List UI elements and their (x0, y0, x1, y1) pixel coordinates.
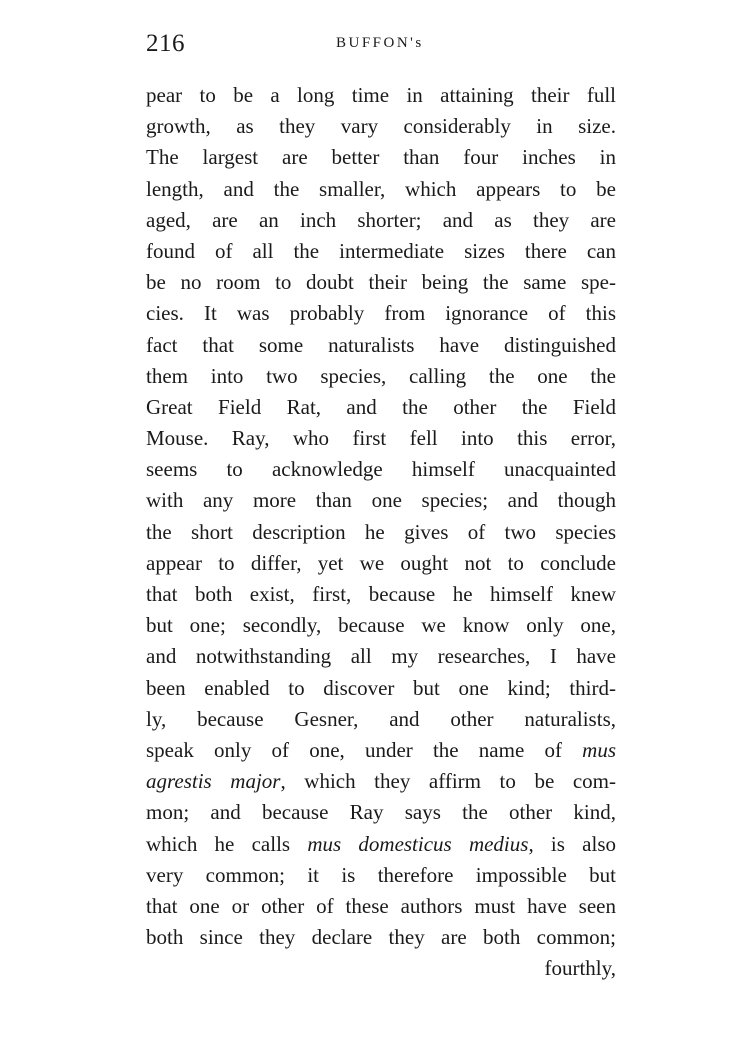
line-text: which he calls (146, 831, 308, 856)
text-line (146, 673, 616, 704)
line-text: found of all the intermediate sizes there can (146, 238, 616, 263)
line-text: very common; it is therefore impossible but (146, 862, 616, 887)
text-line (146, 423, 616, 454)
line-text: Mouse. Ray, who first fell into this error, (146, 426, 616, 451)
line-text: growth, as they vary considerably in size. (146, 114, 616, 139)
text-line (146, 205, 616, 236)
text-line (146, 829, 616, 860)
line-text: with any more than one species; and though (146, 488, 616, 513)
line-text: Great Field Rat, and the other the Field (146, 394, 616, 419)
text-line (146, 111, 616, 142)
line-text: both since they declare they are both common; (146, 925, 616, 950)
line-text: aged, are an inch shorter; and as they are (146, 207, 616, 232)
line-text: length, and the smaller, which appears to be (146, 176, 616, 201)
line-text: mon; and because Ray says the other kind, (146, 800, 616, 825)
text-line (146, 610, 616, 641)
text-line (146, 922, 616, 953)
line-text: been enabled to discover but one kind; third- (146, 675, 616, 700)
text-line (146, 174, 616, 205)
text-line (146, 485, 616, 516)
text-line (146, 766, 616, 797)
text-line (146, 517, 616, 548)
line-text: pear to be a long time in attaining their full (146, 83, 616, 107)
line-text: speak only of one, under the name of (146, 737, 583, 762)
text-line (146, 548, 616, 579)
text-line (146, 361, 616, 392)
line-text: that one or other of these authors must have seen (146, 893, 616, 918)
text-line (146, 860, 616, 891)
line-text: cies. It was probably from ignorance of this (146, 301, 616, 326)
line-text: appear to differ, yet we ought not to conclude (146, 550, 616, 575)
line-text: ly, because Gesner, and other naturalists, (146, 706, 616, 731)
text-line (146, 735, 616, 766)
line-text: the short description he gives of two species (146, 519, 616, 544)
page-number: 216 (146, 30, 185, 57)
italic-text: mus (582, 737, 616, 762)
text-line (146, 953, 616, 984)
text-line (146, 80, 616, 111)
text-line (146, 236, 616, 267)
line-text: The largest are better than four inches in (146, 145, 616, 170)
running-title: BUFFON's (336, 35, 424, 51)
text-line (146, 454, 616, 485)
text-line (146, 330, 616, 361)
line-text: them into two species, calling the one the (146, 363, 616, 388)
body-text (146, 80, 616, 984)
line-text: that both exist, first, because he himself knew (146, 582, 616, 606)
italic-text: agrestis major (146, 769, 281, 794)
line-text: seems to acknowledge himself unacquainted (146, 457, 616, 482)
italic-text: mus domesticus medius (307, 831, 529, 856)
running-head (146, 30, 616, 60)
line-text: and notwithstanding all my researches, I have (146, 644, 616, 669)
line-text: fourthly, (544, 956, 616, 981)
line-text: but one; secondly, because we know only one, (146, 613, 616, 638)
line-text: , which they affirm to be com- (280, 769, 616, 794)
line-text: , is also (528, 831, 617, 856)
text-line (146, 704, 616, 735)
line-text: fact that some naturalists have distinguished (146, 332, 616, 357)
text-line (146, 298, 616, 329)
line-text: be no room to doubt their being the same spe- (146, 270, 616, 295)
text-line (146, 392, 616, 423)
text-line (146, 142, 616, 173)
text-line (146, 641, 616, 672)
text-line (146, 267, 616, 298)
text-line (146, 891, 616, 922)
text-line (146, 579, 616, 610)
text-line (146, 797, 616, 828)
